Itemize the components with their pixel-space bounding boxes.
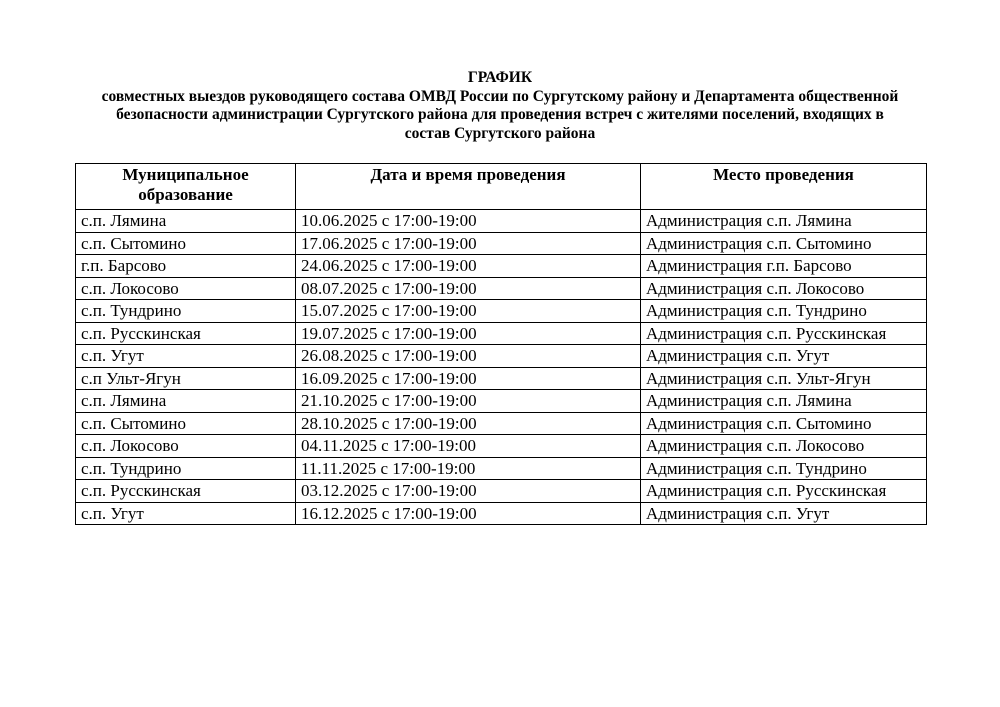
cell-datetime: 21.10.2025 с 17:00-19:00 (296, 390, 641, 413)
table-row (76, 367, 927, 390)
cell-location: Администрация с.п. Сытомино (641, 232, 927, 255)
cell-municipality: с.п. Угут (76, 345, 296, 368)
cell-municipality: с.п. Тундрино (76, 300, 296, 323)
schedule-table (75, 163, 927, 525)
cell-location: Администрация с.п. Локосово (641, 277, 927, 300)
document-subtitle-line: состав Сургутского района (404, 124, 596, 142)
cell-location: Администрация с.п. Угут (641, 345, 927, 368)
cell-municipality: с.п. Сытомино (76, 412, 296, 435)
cell-location: Администрация с.п. Тундрино (641, 457, 927, 480)
cell-municipality: г.п. Барсово (76, 255, 296, 278)
cell-location: Администрация с.п. Тундрино (641, 300, 927, 323)
cell-datetime: 17.06.2025 с 17:00-19:00 (296, 232, 641, 255)
cell-datetime: 08.07.2025 с 17:00-19:00 (296, 277, 641, 300)
document-title: ГРАФИК (467, 69, 533, 86)
cell-municipality: с.п. Локосово (76, 435, 296, 458)
table-row (76, 210, 927, 233)
table-row (76, 412, 927, 435)
cell-location: Администрация с.п. Угут (641, 502, 927, 525)
table-row (76, 457, 927, 480)
cell-municipality: с.п. Русскинская (76, 480, 296, 503)
cell-datetime: 19.07.2025 с 17:00-19:00 (296, 322, 641, 345)
table-row (76, 322, 927, 345)
header-row (76, 164, 927, 210)
cell-municipality: с.п. Сытомино (76, 232, 296, 255)
column-header-location: Место проведения (641, 164, 927, 210)
table-row (76, 345, 927, 368)
table-row (76, 435, 927, 458)
cell-location: Администрация с.п. Лямина (641, 210, 927, 233)
cell-datetime: 15.07.2025 с 17:00-19:00 (296, 300, 641, 323)
cell-datetime: 26.08.2025 с 17:00-19:00 (296, 345, 641, 368)
cell-datetime: 11.11.2025 с 17:00-19:00 (296, 457, 641, 480)
table-row (76, 502, 927, 525)
cell-datetime: 10.06.2025 с 17:00-19:00 (296, 210, 641, 233)
cell-location: Администрация с.п. Лямина (641, 390, 927, 413)
cell-location: Администрация г.п. Барсово (641, 255, 927, 278)
column-header-municipality: Муниципальное образование (76, 164, 296, 210)
document-subtitle-line: безопасности администрации Сургутского района для проведения встреч с жителями поселений, входящих в (116, 106, 884, 123)
cell-datetime: 16.09.2025 с 17:00-19:00 (296, 367, 641, 390)
cell-municipality: с.п. Русскинская (76, 322, 296, 345)
schedule-table-body (76, 210, 927, 525)
table-row (76, 255, 927, 278)
cell-municipality: с.п. Угут (76, 502, 296, 525)
cell-location: Администрация с.п. Ульт-Ягун (641, 367, 927, 390)
table-row (76, 232, 927, 255)
cell-datetime: 28.10.2025 с 17:00-19:00 (296, 412, 641, 435)
cell-datetime: 24.06.2025 с 17:00-19:00 (296, 255, 641, 278)
table-row (76, 300, 927, 323)
cell-location: Администрация с.п. Локосово (641, 435, 927, 458)
table-row (76, 390, 927, 413)
cell-location: Администрация с.п. Сытомино (641, 412, 927, 435)
table-row (76, 277, 927, 300)
cell-municipality: с.п Ульт-Ягун (76, 367, 296, 390)
cell-datetime: 03.12.2025 с 17:00-19:00 (296, 480, 641, 503)
cell-location: Администрация с.п. Русскинская (641, 480, 927, 503)
schedule-table-header (76, 164, 927, 210)
cell-municipality: с.п. Тундрино (76, 457, 296, 480)
column-header-datetime: Дата и время проведения (296, 164, 641, 210)
cell-municipality: с.п. Локосово (76, 277, 296, 300)
cell-datetime: 04.11.2025 с 17:00-19:00 (296, 435, 641, 458)
document-subtitle-line: совместных выездов руководящего состава ОМВД России по Сургутскому району и Департамента общественной (101, 87, 899, 105)
cell-datetime: 16.12.2025 с 17:00-19:00 (296, 502, 641, 525)
cell-location: Администрация с.п. Русскинская (641, 322, 927, 345)
table-row (76, 480, 927, 503)
cell-municipality: с.п. Лямина (76, 210, 296, 233)
document-heading (60, 69, 940, 143)
cell-municipality: с.п. Лямина (76, 390, 296, 413)
